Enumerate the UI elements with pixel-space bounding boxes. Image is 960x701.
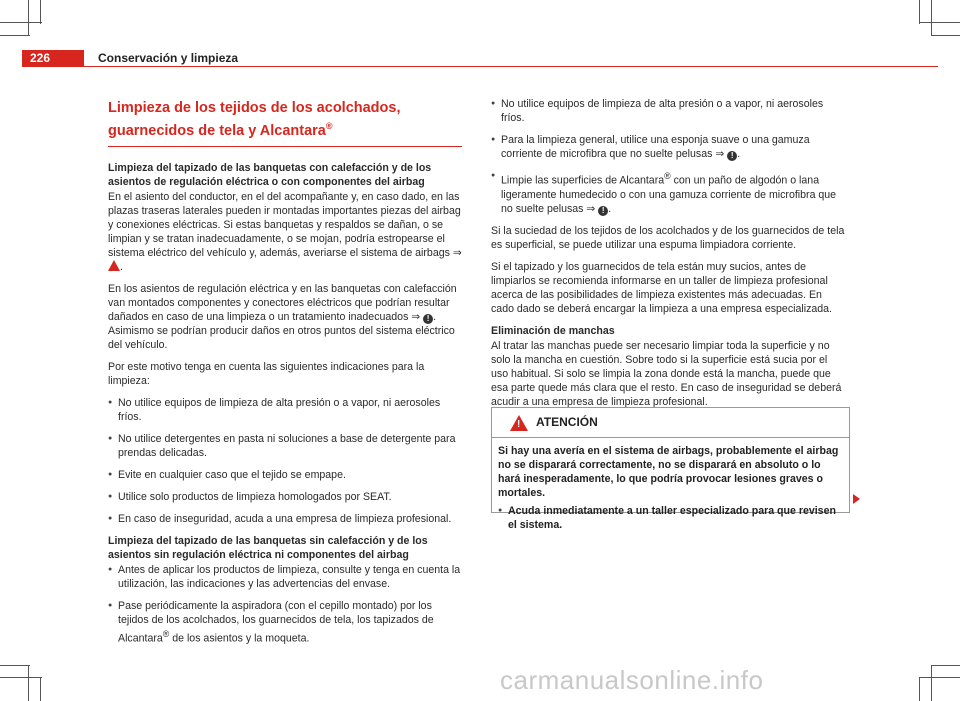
subheading-heated-seats: Limpieza del tapizado de las banquetas con calefacción y de los asientos de regulación eléctrica o con componentes del airbag [108,161,432,188]
warning-icon [108,260,120,271]
notice-icon: ! [727,151,737,161]
page-number: 226 [30,51,51,65]
list-item: ● No utilice equipos de limpieza de alta presión o a vapor, ni aerosoles fríos. [108,396,462,424]
crop-mark [919,677,960,678]
crop-mark [931,665,960,666]
paragraph: Si el tapizado y los guarnecidos de tela están muy sucios, antes de limpiarlos se recomienda informarse en un taller de limpieza profesional acerca de las posibilidades de limpieza existentes más adecuadas. En cado dado se deberá encargar la limpieza a una empresa especializada. [491,260,832,315]
paragraph: En el asiento del conductor, en el del acompañante y, en caso dado, en las plazas traseras laterales pueden ir montadas importantes piezas del airbag y conexiones eléctricas. Si estas banquetas y respaldos se dañan, o se limpian y se tratan inadecuadamente, o se mojan, podría estropearse el sistema eléctrico del vehículo y, además, averiarse el sistema de airbags ⇒ . [108,190,462,273]
crop-mark [0,665,30,666]
warning-header [492,408,849,438]
crop-mark [28,665,29,701]
crop-mark [0,677,42,678]
list-item: ● No utilice equipos de limpieza de alta presión o a vapor, ni aerosoles fríos. [491,97,847,125]
paragraph: Al tratar las manchas puede ser necesario limpiar toda la superficie y no solo la mancha en cuestión. Sobre todo si la superficie está sucia por el uso habitual. Si solo se limpia la zona donde está la mancha, puede que esa parte quede más clara que el resto. En caso de inseguridad se deberá acudir a una empresa de limpieza profesional. [491,339,842,408]
crop-mark [0,22,42,23]
list-item: ● Utilice solo productos de limpieza homologados por SEAT. [108,490,462,504]
section-title: Conservación y limpieza [98,51,239,65]
right-column [491,97,847,417]
crop-mark [919,677,920,701]
left-column [108,97,462,653]
warning-text: Si hay una avería en el sistema de airbags, probablemente el airbag no se disparará correctamente, no se disparará en absoluto o lo hará inesperadamente, lo que podría provocar lesiones graves o mortales. [498,445,839,499]
crop-mark [40,677,41,701]
crop-mark [0,35,30,36]
article-title: Limpieza de los tejidos de los acolchados, guarnecidos de tela y Alcantara® [108,100,401,139]
warning-list-item: ● Acuda inmediatamente a un taller especializado para que revisen el sistema. [498,504,843,532]
crop-mark [28,0,29,36]
list-item: ● Pase periódicamente la aspiradora (con el cepillo montado) por los tejidos de los acolchados, los guarnecidos de tela, los tapizados de Alcantara® de los asientos y la moqueta. [108,599,462,646]
crop-mark [919,0,920,24]
list-item: ● Limpie las superficies de Alcantara® con un paño de algodón o lana ligeramente humedecido o con una gamuza corriente de microfibra que no suelte pelusas ⇒ ! . [491,169,847,216]
warning-body [492,438,849,532]
warning-title: ATENCIÓN [536,415,598,429]
list-item: ● En caso de inseguridad, acuda a una empresa de limpieza profesional. [108,512,462,526]
paragraph: En los asientos de regulación eléctrica y en las banquetas con calefacción van montados componentes y conectores eléctricos que podrían resultar dañados en caso de una limpieza o un tratamiento inadecuados ⇒ ! . Asimismo se podrían producir daños en otros puntos del sistema eléctrico del vehículo. [108,282,457,351]
crop-mark [931,0,932,36]
subheading-non-heated-seats: Limpieza del tapizado de las banquetas sin calefacción y de los asientos sin regulación eléctrica ni componentes del airbag [108,534,428,561]
list-item: ● Antes de aplicar los productos de limpieza, consulte y tenga en cuenta la utilización, las indicaciones y las advertencias del envase. [108,563,462,591]
crop-mark [931,35,960,36]
list-item: ● Para la limpieza general, utilice una esponja suave o una gamuza corriente de microfibra que no suelte pelusas ⇒ ! . [491,133,847,161]
subheading-stains: Eliminación de manchas [491,324,615,337]
header-divider [84,66,938,67]
crop-mark [40,0,41,24]
warning-box [491,407,850,531]
crop-mark [931,665,932,701]
paragraph: Si la suciedad de los tejidos de los acolchados y de los guarnecidos de tela es superficial, se puede utilizar una espuma limpiadora corriente. [491,224,845,251]
continue-arrow-icon [853,494,860,504]
title-divider [108,146,462,147]
crop-mark [919,22,960,23]
warning-mark: ! [517,419,521,430]
notice-icon: ! [598,206,608,216]
paragraph: Por este motivo tenga en cuenta las siguientes indicaciones para la limpieza: [108,360,425,387]
notice-icon: ! [423,314,433,324]
list-item: ● No utilice detergentes en pasta ni soluciones a base de detergente para prendas delicadas. [108,432,462,460]
list-item: ● Evite en cualquier caso que el tejido se empape. [108,468,462,482]
watermark: carmanualsonline.info [500,665,764,695]
